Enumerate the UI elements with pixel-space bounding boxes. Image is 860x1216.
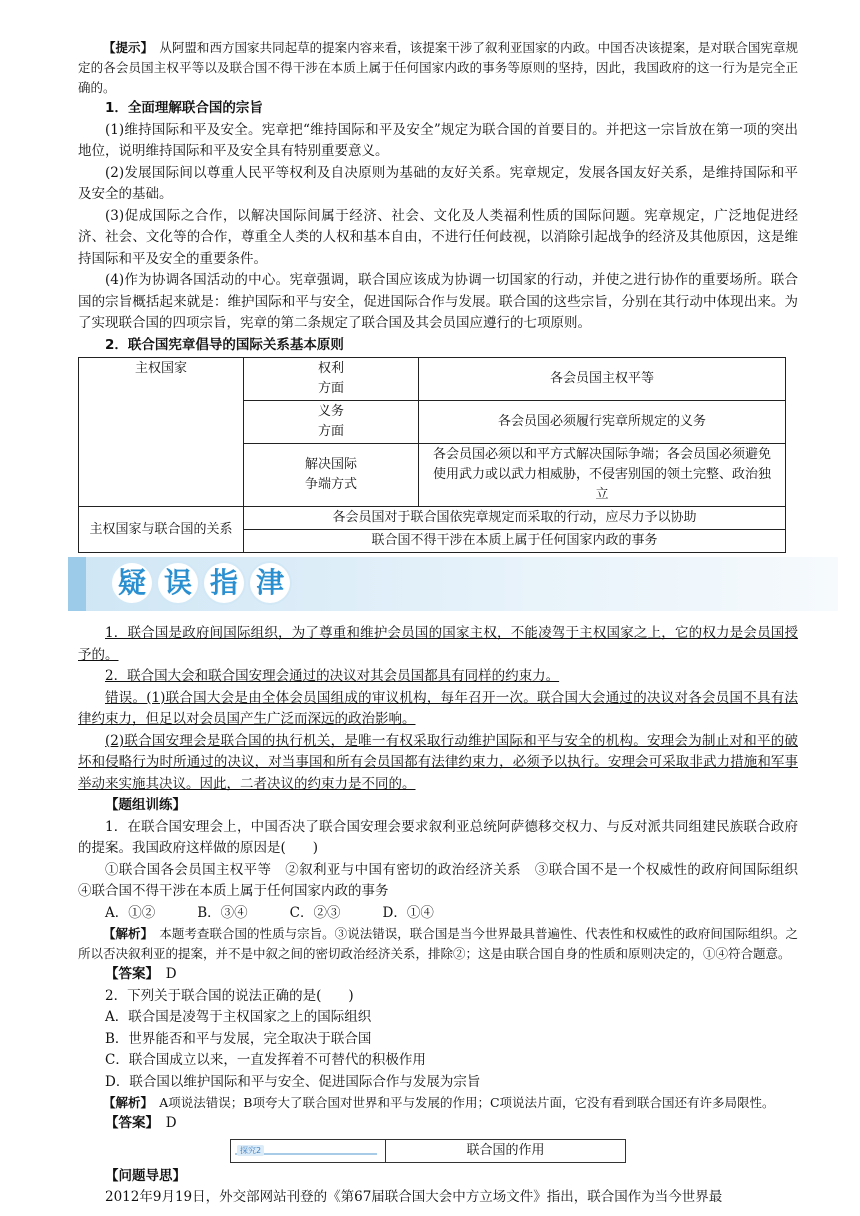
guide-text: 2012年9月19日，外交部网站刊登的《第67届联合国大会中方立场文件》指出，联合国作为当今世界最 [105,1189,723,1205]
hint-paragraph [78,38,798,98]
q1-analysis-label: 【解析】 [103,926,147,941]
q2-answer-label: 【答案】 [105,1115,153,1131]
q2-answer-value: D [152,1115,177,1131]
inquiry-title: 联合国的作用 [466,1142,545,1158]
content-rights: 各会员国主权平等 [419,358,786,401]
banner-char: 指 [204,563,244,603]
q1-stem: 1．在联合国安理会上，中国否决了联合国安理会要求叙利亚总统阿萨德移交权力、与反对派共同组建民族联合政府的提案。我国政府这样做的原因是( ) [78,818,798,856]
clarify-point-4: (2)联合国安理会是联合国的执行机关，是唯一有权采取行动维护国际和平与安全的机构。安理会为制止对和平的破坏和侵略行为时所通过的决议，对当事国和所有会员国都有法律约束力，必须予以执行。安理会可采取非武力措施和军事举动来实施其决议。因此，二者决议的约束力是不同的。 [78,732,798,792]
q2-answer [78,1113,798,1135]
q1-option-d: D．①④ [382,904,434,921]
q1-answer [78,964,798,986]
purpose-paragraph-3: (3)促成国际之合作，以解决国际间属于经济、社会、文化及人类福利性质的国际问题。宪章规定，广泛地促进经济、社会、文化等的合作，尊重全人类的人权和基本自由，不进行任何歧视，以消除引起战争的经济及其他原因，这是维持国际和平及安全的重要条件。 [78,207,798,267]
q2-option-b: B．世界能否和平与发展，完全取决于联合国 [105,1030,372,1047]
q1-option-a: A．①② [105,904,156,921]
inquiry-box [230,1139,626,1163]
hint-label: 【提示】 [103,40,147,55]
group-states-un-relation: 主权国家与联合国的关系 [79,507,244,553]
relation-row-1: 各会员国对于联合国依宪章规定而采取的行动，应尽力予以协助 [244,507,786,530]
q2-analysis-label: 【解析】 [103,1095,147,1110]
practice-heading: 【题组训练】 [105,797,186,813]
banner-title [112,563,290,603]
section2-heading: 2．联合国宪章倡导的国际关系基本原则 [105,336,344,353]
purpose-paragraph-2: (2)发展国际间以尊重人民平等权利及自决原则为基础的友好关系。宪章规定，发展各国友好关系，是维持国际和平及安全的基础。 [78,164,798,202]
q1-options [78,903,798,925]
group-sovereign-states: 主权国家 [79,358,244,507]
clarify-point-2: 2．联合国大会和联合国安理会通过的决议对其会员国都具有同样的约束力。 [105,668,560,684]
q1-analysis [78,924,798,964]
q2-option-d: D．联合国以维护国际和平与安全、促进国际合作与发展为宗旨 [105,1073,481,1090]
q1-statements: ①联合国各会员国主权平等 ②叙利亚与中国有密切的政治经济关系 ③联合国不是一个权威性的政府间国际组织 ④联合国不得干涉在本质上属于任何国家内政的事务 [78,861,812,899]
banner-accent-bar [68,557,86,611]
q1-option-c: C．②③ [289,904,341,921]
clarify-point-3: 错误。(1)联合国大会是由全体会员国组成的审议机构，每年召开一次。联合国大会通过的决议对各会员国不具有法律约束力，但足以对会员国产生广泛而深远的政治影响。 [78,689,798,727]
banner-char: 津 [250,563,290,603]
q2-analysis-text: A项说法错误；B项夸大了联合国对世界和平与发展的作用；C项说法片面，它没有看到联合国还有许多局限性。 [146,1095,775,1110]
principles-table [78,357,786,553]
inquiry-tag: 探究2 [237,1145,264,1156]
q2-option-a: A．联合国是凌驾于主权国家之上的国际组织 [105,1009,372,1025]
content-disputes: 各会员国必须以和平方式解决国际争端；各会员国必须避免使用武力或以武力相威胁，不侵害别国的领土完整、政治独立 [419,444,786,507]
content-obligations: 各会员国必须履行宪章所规定的义务 [419,401,786,444]
banner-char: 疑 [112,563,152,603]
section-banner [68,557,838,611]
clarify-point-1: 1．联合国是政府间国际组织，为了尊重和维护会员国的国家主权，不能凌驾于主权国家之上，它的权力是会员国授予的。 [78,625,798,663]
section1-heading: 1．全面理解联合国的宗旨 [105,100,263,116]
purpose-paragraph-1: (1)维持国际和平及安全。宪章把“维持国际和平及安全”规定为联合国的首要目的。并把这一宗旨放在第一项的突出地位，说明维持国际和平及安全具有特别重要意义。 [78,121,798,159]
q2-stem: 2．下列关于联合国的说法正确的是( ) [105,987,354,1004]
q2-analysis [78,1093,798,1113]
banner-char: 误 [158,563,198,603]
aspect-obligations: 义务 方面 [244,401,419,444]
purpose-paragraph-4: (4)作为协调各国活动的中心。宪章强调，联合国应该成为协调一切国家的行动，并使之进行协作的重要场所。联合国的宗旨概括起来就是：维护国际和平与安全，促进国际合作与发展。联合国的这些宗旨，分别在其行动中体现出来。为了实现联合国的四项宗旨，宪章的第二条规定了联合国及其会员国应遵行的七项原则。 [78,272,798,331]
aspect-disputes: 解决国际 争端方式 [244,444,419,507]
relation-row-2: 联合国不得干涉在本质上属于任何国家内政的事务 [244,530,786,553]
guide-heading: 【问题导思】 [105,1167,186,1184]
q1-option-b: B．③④ [197,904,248,921]
hint-text: 从阿盟和西方国家共同起草的提案内容来看，该提案干涉了叙利亚国家的内政。中国否决该提案，是对联合国宪章规定的各会员国主权平等以及联合国不得干涉在本质上属于任何国家内政的事务等原则的坚持，因此，我国政府的这一行为是完全正确的。 [78,40,798,95]
q2-option-c: C．联合国成立以来，一直发挥着不可替代的积极作用 [105,1052,426,1068]
inquiry-tag-area [231,1140,386,1162]
aspect-rights: 权利 方面 [244,358,419,401]
q1-answer-value: D [152,966,177,982]
document-page [78,38,812,1209]
q1-analysis-text: 本题考查联合国的性质与宗旨。③说法错误，联合国是当今世界最具普遍性、代表性和权威性的政府间国际组织。之所以否决叙利亚的提案，并不是中叙之间的密切政治经济关系，排除②；这是由联合国自身的性质和原则决定的，①④符合题意。 [78,926,798,961]
q1-answer-label: 【答案】 [105,966,153,982]
